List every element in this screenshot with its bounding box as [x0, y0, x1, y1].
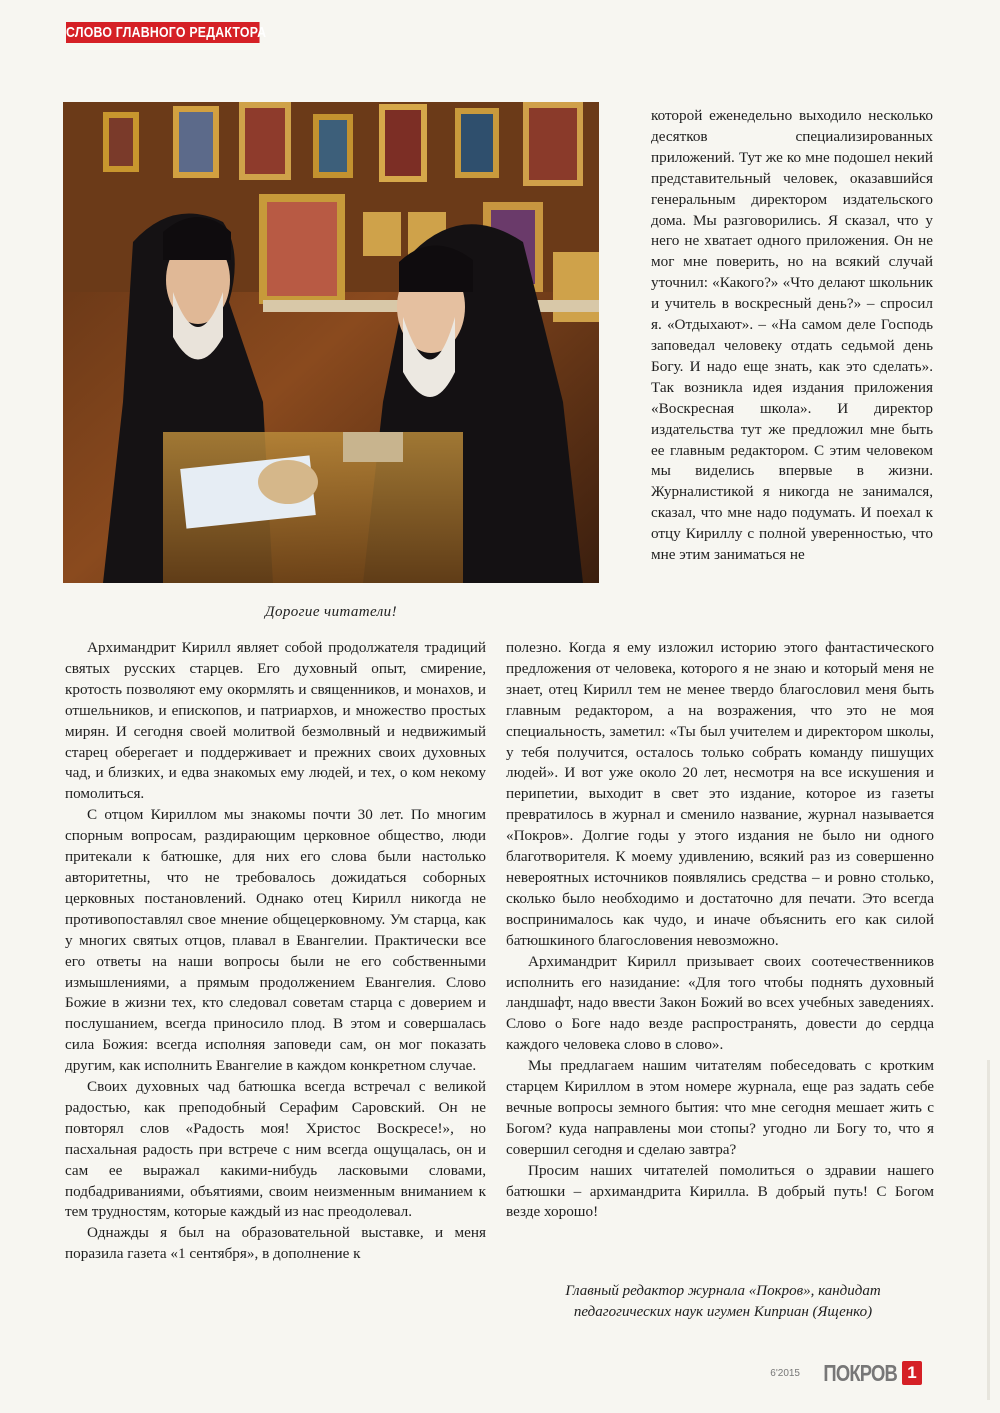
photo-elders-in-icon-shop — [63, 102, 599, 583]
paragraph: полезно. Когда я ему изложил историю этого фантастического предложения от человека, которого я не знаю и который меня не знает, отец Кирилл тем не менее твердо благословил меня быть главным редактором, а на возражения, что это не моя специальность, заметил: «Ты был учителем и директором школы, у тебя получится, осталось только собрать команду пишущих людей». И вот уже около 20 лет, несмотря на все искушения и перипетии, выходит в свет это издание, которое из газеты превратилось в журнал и сменило название, журнал называется «Покров». Долгие годы у этого издания не было ни одного благотворителя. К моему удивлению, всякий раз из совершенно невероятных источников появлялись средства – и ровно столько, сколько было необходимо и достаточно для печати. Это всегда воспринималось как чудо, и иначе объяснить его как силой батюшкиного благословения невозможно. — [506, 639, 934, 949]
column-left — [65, 638, 486, 1265]
paragraph: Просим наших читателей помолиться о здравии нашего батюшки – архимандрита Кирилла. В добрый путь! С Богом везде хорошо! — [506, 1161, 934, 1221]
paragraph: Мы предлагаем нашим читателям побеседовать с кротким старцем Кириллом в этом номере журнала, еще раз задать себе вечные вопросы земного бытия: что мне сегодня мешает жить с Богом? куда направлены мои стопы? угодно ли Богу то, что я совершил сегодня и сделаю завтра? — [506, 1057, 934, 1158]
column-right-top — [651, 106, 933, 566]
section-tag: СЛОВО ГЛАВНОГО РЕДАКТОРА — [66, 24, 267, 41]
editor-signature: Главный редактор журнала «Покров», кандидат педагогических наук игумен Киприан (Ященко) — [565, 1283, 881, 1320]
paragraph: Своих духовных чад батюшка всегда встречал с великой радостью, как преподобный Серафим Саровский. Он не повторял слов «Радость моя! Христос Воскресе!», но пасхальная радость при встрече с ним всегда ощущалась, он и сам ее выражал какими-нибудь ласковыми словами, подбадриваниями, объятиями, своим неизменным вниманием к тем трудностям, которые каждый из нас преодолевал. — [65, 1078, 486, 1221]
paragraph: Архимандрит Кирилл являет собой продолжателя традиций святых русских старцев. Его духовный опыт, смирение, кротость позволяют ему окормлять и священников, и монахов, и отшельников, и епископов, и патриархов, и множество простых мирян. И сегодня своей молитвой безмолвный и недвижимый старец оберегает и поддерживает и прежних своих духовных чад, и близких, и едва знакомых ему людей, и тех, о ком некому помолиться. — [65, 639, 486, 803]
issue-number: 6'2015 — [770, 1367, 800, 1379]
column-right-bottom — [506, 638, 934, 1223]
caption: Дорогие читатели! — [265, 604, 397, 620]
photo-icon — [63, 102, 599, 583]
page-footer — [770, 1358, 922, 1388]
paragraph: Архимандрит Кирилл призывает своих соотечественников исполнить его назидание: «Для того чтобы поднять духовный ландшафт, надо ввести Закон Божий во всех учебных заведениях. Слово о Боге надо везде распространять, довести до сердца каждого человека слово в слово». — [506, 952, 934, 1054]
page-number: 1 — [902, 1361, 922, 1385]
magazine-logo: ПОКРОВ — [823, 1359, 897, 1386]
paragraph: Однажды я был на образовательной выставке, и меня поразила газета «1 сентября», в дополнение к — [65, 1224, 486, 1263]
scan-edge — [987, 1060, 990, 1400]
paragraph: которой еженедельно выходило несколько десятков специализированных приложений. Тут же ко мне подошел некий представительный человек, оказавшийся генеральным директором издательского дома. Мы разговорились. Я сказал, что у него не хватает одного приложения. Он не мог мне поверить, но на всякий случай уточнил: «Какого?» «Что делают школьник и учитель в воскресный день?» – спросил я. «Отдыхают». – «На самом деле Господь заповедал человеку отдать седьмой день Богу. И надо еще знать, как это сделать». Так возникла идея издания приложения «Воскресная школа». И директор издательства тут же предложил мне быть ее главным редактором. С этим человеком мы виделись впервые в жизни. Журналистикой я никогда не занимался, сказал, что мне надо подумать. И поехал к отцу Кириллу с полной уверенностью, что мне этим заниматься не — [651, 107, 933, 564]
paragraph: С отцом Кириллом мы знакомы почти 30 лет. По многим спорным вопросам, раздирающим церковное общество, люди притекали к батюшке, для них его слова были настолько авторитетны, что не требовалось дожидаться соборных церковных постановлений. Однако отец Кирилл никогда не противопоставлял свое мнение общецерковному. Ум старца, как у многих святых отцов, плавал в Евангелии. Практически все его ответы на наши вопросы были не его собственными измышлениями, а прямым продолжением Евангелия. Слово Божие в жизни тех, кто следовал советам старца с доверием и послушанием, всегда приносило плод. В этом и совершалась сила Божия: всегда исполняя заповеди сам, он мог показать другим, как исполнить Евангелие в каждом конкретном случае. — [65, 806, 486, 1075]
